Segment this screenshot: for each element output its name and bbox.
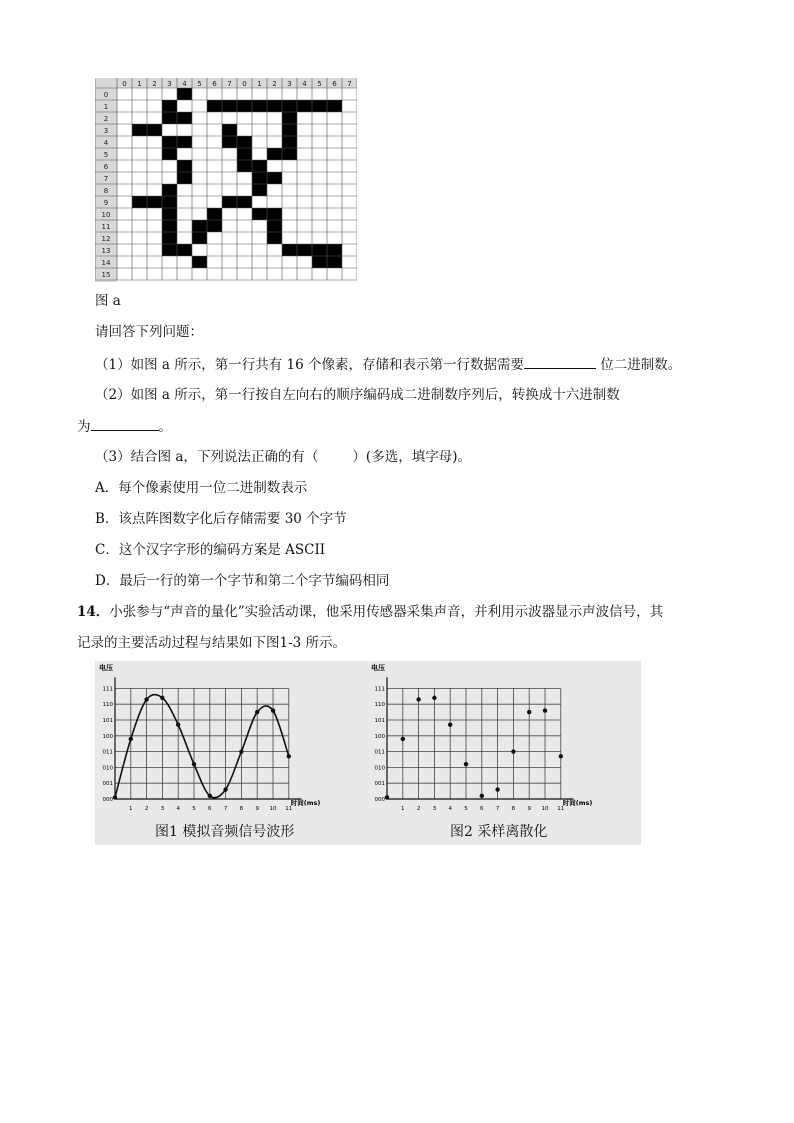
question-14-line2: 记录的主要活动过程与结果如下图1-3 所示。 — [77, 635, 347, 651]
question-1-text: （1）如图 a 所示，第一行共有 16 个像素，存储和表示第一行数据需要 — [95, 357, 524, 373]
y-tick-label: 001 — [102, 781, 113, 788]
pixel-on — [267, 148, 282, 160]
sample-point — [480, 794, 484, 798]
sample-point — [543, 708, 547, 712]
pixel-on — [267, 232, 282, 244]
question-3 — [95, 448, 471, 466]
row-label: 2 — [103, 115, 109, 123]
pixel-on — [327, 256, 342, 268]
sample-point — [432, 696, 436, 700]
pixel-on — [237, 136, 252, 148]
x-tick-label: 10 — [541, 806, 549, 812]
col-label: 6 — [212, 80, 217, 88]
pixel-on — [132, 124, 147, 136]
y-tick-label: 000 — [374, 797, 385, 803]
col-label: 0 — [122, 80, 127, 88]
col-label: 7 — [347, 80, 352, 88]
dot-matrix-grid — [95, 78, 357, 282]
y-tick-label: 010 — [102, 765, 113, 772]
pixel-on — [162, 136, 177, 148]
pixel-on — [252, 184, 267, 196]
pixel-on — [222, 196, 237, 208]
pixel-on — [192, 220, 207, 232]
pixel-on — [132, 196, 147, 208]
answer-blank-2[interactable] — [91, 416, 159, 431]
pixel-on — [237, 100, 252, 112]
x-tick-label: 2 — [416, 806, 421, 812]
pixel-on — [252, 172, 267, 184]
question-2-suffix: 。 — [158, 419, 172, 435]
pixel-on — [162, 196, 177, 208]
col-label: 5 — [317, 80, 322, 88]
x-tick-label: 3 — [160, 806, 165, 812]
y-tick-label: 101 — [102, 718, 113, 724]
x-tick-label: 9 — [527, 806, 531, 812]
figure-2-caption: 图2 采样离散化 — [450, 824, 548, 840]
x-tick-label: 1 — [401, 806, 405, 812]
pixel-on — [297, 244, 312, 256]
option-c: C．这个汉字字形的编码方案是 ASCII — [95, 542, 326, 558]
sample-point — [495, 787, 499, 791]
sample-point — [176, 723, 180, 727]
col-label: 1 — [257, 80, 262, 88]
row-label: 10 — [101, 211, 111, 219]
y-tick-label: 100 — [374, 733, 385, 740]
pixel-on — [267, 172, 282, 184]
pixel-on — [252, 208, 267, 220]
pixel-on — [207, 100, 222, 112]
question-1-suffix: 位二进制数。 — [595, 357, 682, 373]
sample-point — [192, 762, 196, 766]
sample-point — [208, 794, 212, 798]
col-label: 3 — [167, 80, 172, 88]
col-label: 4 — [182, 80, 187, 88]
pixel-on — [297, 100, 312, 112]
pixel-on — [312, 256, 327, 268]
pixel-on — [162, 112, 177, 124]
question-2-line2 — [77, 416, 172, 436]
pixel-on — [237, 148, 252, 160]
pixel-on — [147, 124, 162, 136]
x-tick-label: 2 — [144, 806, 149, 812]
row-label: 1 — [103, 103, 109, 111]
x-tick-label: 10 — [269, 806, 277, 812]
option-b: B．该点阵图数字化后存储需要 30 个字节 — [95, 511, 347, 527]
sample-point — [160, 696, 164, 700]
sample-point — [144, 697, 148, 701]
pixel-on — [162, 244, 177, 256]
pixel-on — [162, 232, 177, 244]
pixel-on — [282, 244, 297, 256]
x-tick-label: 6 — [480, 806, 484, 812]
question-3-text: （3）结合图 a，下列说法正确的有（ — [95, 449, 319, 465]
sample-point — [527, 710, 531, 714]
y-tick-label: 001 — [374, 781, 385, 788]
pixel-on — [282, 124, 297, 136]
sample-point — [287, 754, 291, 758]
x-tick-label: 3 — [432, 806, 437, 812]
x-tick-label: 9 — [255, 806, 259, 812]
row-label: 0 — [103, 91, 109, 99]
pixel-on — [282, 100, 297, 112]
y-tick-label: 000 — [102, 797, 113, 803]
figure-1-caption: 图1 模拟音频信号波形 — [155, 824, 295, 840]
question-3-suffix: ）(多选，填字母)。 — [352, 449, 471, 465]
y-tick-label: 011 — [374, 749, 385, 756]
y-tick-label: 111 — [102, 686, 113, 693]
pixel-on — [177, 88, 192, 100]
figure-a-caption: 图 a — [95, 293, 121, 309]
col-label: 2 — [152, 80, 157, 88]
pixel-on — [162, 208, 177, 220]
pixel-on — [222, 124, 237, 136]
col-label: 7 — [227, 80, 232, 88]
pixel-on — [327, 100, 342, 112]
pixel-on — [207, 208, 222, 220]
row-label: 9 — [103, 199, 109, 207]
x-tick-label: 4 — [448, 806, 452, 812]
question-2-line1: （2）如图 a 所示，第一行按自左向右的顺序编码成二进制数序列后，转换成十六进制数 — [95, 387, 620, 403]
question-14-text: 小张参与“声音的量化”实验活动课，他采用传感器采集声音，并利用示波器显示声波信号，其 — [109, 604, 664, 620]
row-label: 4 — [103, 139, 109, 147]
y-tick-label: 110 — [102, 702, 113, 709]
sample-point — [401, 737, 405, 741]
row-label: 13 — [101, 247, 111, 255]
y-tick-label: 011 — [102, 749, 113, 756]
sample-point — [255, 710, 259, 714]
y-axis-label: 电压 — [99, 664, 113, 672]
pixel-on — [162, 220, 177, 232]
pixel-on — [252, 160, 267, 172]
waveform-curve — [115, 695, 289, 798]
pixel-on — [282, 148, 297, 160]
pixel-on — [237, 196, 252, 208]
col-label: 3 — [287, 80, 292, 88]
row-label: 12 — [101, 235, 111, 243]
pixel-on — [282, 112, 297, 124]
pixel-on — [267, 100, 282, 112]
pixel-on — [162, 184, 177, 196]
x-tick-label: 5 — [192, 806, 196, 812]
x-axis-label: 时间(ms) — [562, 799, 593, 807]
pixel-on — [267, 220, 282, 232]
x-tick-label: 6 — [208, 806, 212, 812]
col-label: 5 — [197, 80, 202, 88]
pixel-on — [327, 244, 342, 256]
x-tick-label: 11 — [557, 806, 565, 812]
pixel-on — [312, 244, 327, 256]
x-tick-label: 8 — [511, 806, 516, 812]
sample-point — [448, 723, 452, 727]
pixel-on — [237, 160, 252, 172]
chart-analog-waveform — [95, 661, 367, 821]
x-tick-label: 5 — [464, 806, 468, 812]
x-axis-label: 时间(ms) — [290, 799, 321, 807]
sample-point — [271, 708, 275, 712]
pixel-on — [207, 220, 222, 232]
x-tick-label: 11 — [285, 806, 293, 812]
answer-blank-1[interactable] — [524, 354, 596, 369]
pixel-on — [177, 160, 192, 172]
col-label: 4 — [302, 80, 307, 88]
sample-point — [385, 795, 389, 799]
pixel-on — [147, 196, 162, 208]
y-tick-label: 100 — [102, 733, 113, 740]
intro-text: 请回答下列问题： — [95, 324, 203, 340]
x-tick-label: 8 — [239, 806, 244, 812]
row-label: 14 — [101, 259, 111, 267]
chart-sampled-discrete — [367, 661, 641, 821]
pixel-on — [177, 136, 192, 148]
row-label: 3 — [103, 127, 109, 135]
pixel-on — [252, 100, 267, 112]
y-tick-label: 111 — [374, 686, 385, 693]
row-label: 8 — [103, 187, 109, 195]
pixel-on — [192, 256, 207, 268]
pixel-on — [267, 208, 282, 220]
y-tick-label: 101 — [374, 718, 385, 724]
question-14-number: 14． — [77, 604, 110, 620]
pixel-on — [312, 100, 327, 112]
y-tick-label: 110 — [374, 702, 385, 709]
y-tick-label: 010 — [374, 765, 385, 772]
pixel-on — [177, 244, 192, 256]
pixel-on — [282, 136, 297, 148]
sample-point — [464, 762, 468, 766]
x-tick-label: 7 — [223, 806, 228, 812]
col-label: 2 — [272, 80, 277, 88]
col-label: 6 — [332, 80, 337, 88]
pixel-on — [162, 100, 177, 112]
col-label: 1 — [137, 80, 142, 88]
pixel-on — [177, 112, 192, 124]
sample-point — [239, 749, 243, 753]
row-label: 11 — [101, 223, 111, 231]
y-axis-label: 电压 — [371, 664, 385, 672]
row-label: 5 — [103, 151, 109, 159]
question-1 — [95, 354, 681, 374]
x-tick-label: 4 — [176, 806, 180, 812]
figures-1-2 — [95, 661, 641, 845]
col-label: 0 — [242, 80, 247, 88]
sample-point — [113, 795, 117, 799]
x-tick-label: 1 — [129, 806, 133, 812]
question-2-prefix: 为 — [77, 419, 91, 435]
pixel-on — [177, 172, 192, 184]
sample-point — [129, 737, 133, 741]
option-a: A．每个像素使用一位二进制数表示 — [95, 480, 308, 496]
pixel-on — [162, 148, 177, 160]
row-label: 6 — [103, 163, 109, 171]
pixel-on — [192, 232, 207, 244]
dot-matrix-figure — [95, 78, 357, 282]
sample-point — [416, 697, 420, 701]
row-label: 7 — [103, 175, 109, 183]
pixel-on — [222, 100, 237, 112]
question-14-line1 — [77, 603, 663, 621]
row-label: 15 — [101, 271, 111, 279]
pixel-on — [222, 136, 237, 148]
sample-point — [559, 754, 563, 758]
x-tick-label: 7 — [495, 806, 500, 812]
sample-point — [223, 787, 227, 791]
option-d: D．最后一行的第一个字节和第二个字节编码相同 — [95, 573, 390, 589]
sample-point — [511, 749, 515, 753]
